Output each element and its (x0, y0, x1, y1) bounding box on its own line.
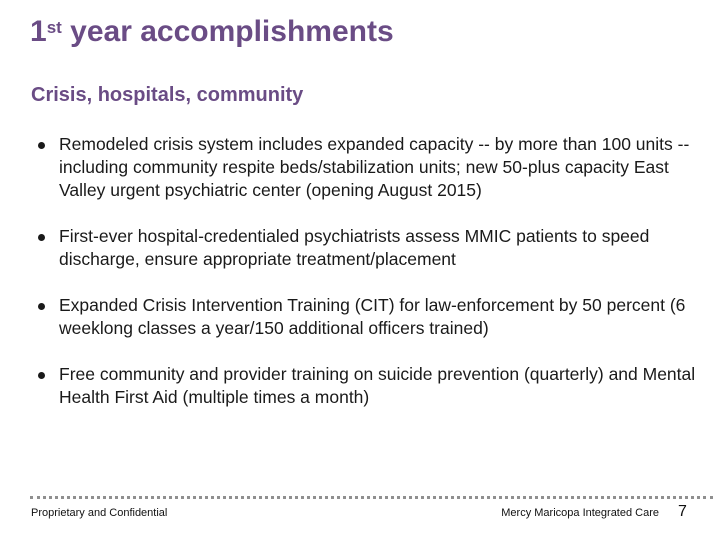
slide-title (30, 12, 394, 52)
slide-title-superscript: st (46, 18, 62, 37)
bullet-dot-icon (38, 234, 45, 241)
bullet-dot-icon (38, 303, 45, 310)
bullet-text: First-ever hospital-credentialed psychiatrists assess MMIC patients to speed discharge, ensure appropriate treatment/placement (59, 226, 650, 269)
bullet-dot-icon (38, 142, 45, 149)
bullet-text: Remodeled crisis system includes expanded capacity -- by more than 100 units -- including community respite beds/stabilization units; new 50-plus capacity East Valley urgent psychiatric center (opening August 2015) (59, 134, 690, 200)
bullet-text: Free community and provider training on suicide prevention (quarterly) and Mental Health First Aid (multiple times a month) (59, 364, 696, 407)
bullet-item (36, 225, 696, 271)
page-number: 7 (678, 503, 687, 520)
bullet-list (36, 133, 696, 432)
bullet-item (36, 133, 696, 202)
bullet-item (36, 363, 696, 409)
footer-divider (30, 496, 713, 499)
slide-title-number: 1 (30, 15, 47, 48)
slide-title-text: year accomplishments (61, 15, 394, 48)
bullet-dot-icon (38, 372, 45, 379)
footer-organization: Mercy Maricopa Integrated Care (501, 507, 659, 519)
bullet-text: Expanded Crisis Intervention Training (CIT) for law-enforcement by 50 percent (6 weeklong classes a year/150 additional officers trained) (59, 295, 686, 338)
bullet-item (36, 294, 696, 340)
footer-confidentiality: Proprietary and Confidential (31, 507, 168, 519)
slide-subtitle: Crisis, hospitals, community (31, 84, 304, 106)
